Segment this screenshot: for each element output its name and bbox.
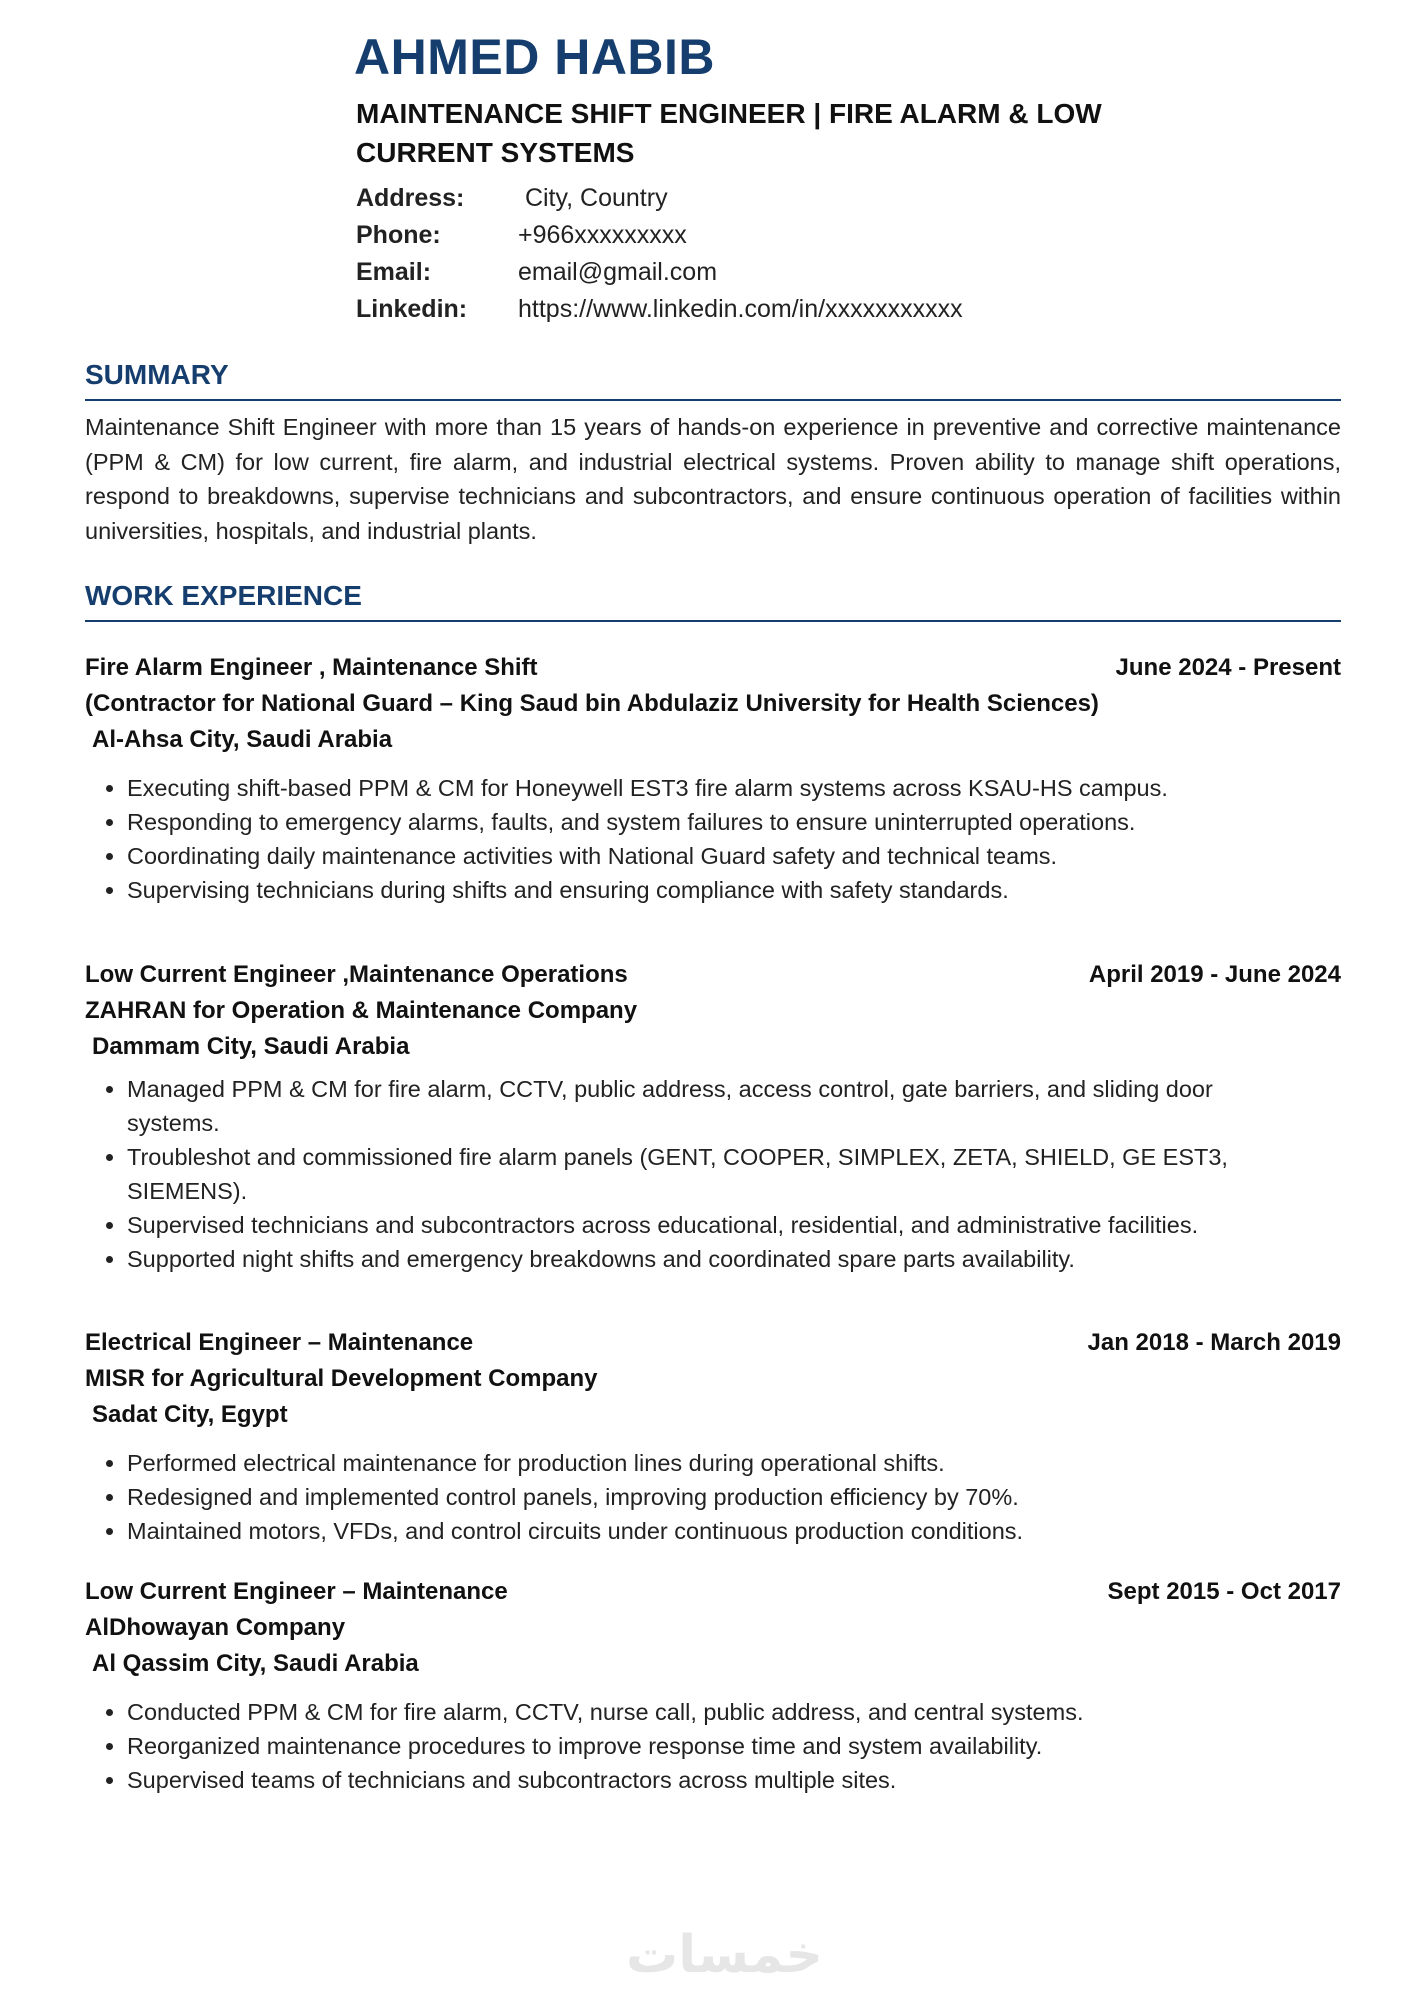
job-bullets bbox=[85, 771, 1297, 907]
job-bullet: • Responding to emergency alarms, faults, and system failures to ensure uninterrupted operations. bbox=[127, 805, 1297, 839]
job-bullet: • Supervised technicians and subcontractors across educational, residential, and administrative facilities. bbox=[127, 1208, 1297, 1242]
job-dates: Jan 2018 - March 2019 bbox=[1087, 1329, 1341, 1356]
contact-label: Phone: bbox=[356, 221, 441, 249]
headline: MAINTENANCE SHIFT ENGINEER | FIRE ALARM & LOW CURRENT SYSTEMS bbox=[356, 98, 1102, 168]
job-title: Low Current Engineer ,Maintenance Operations bbox=[85, 961, 628, 988]
contact-label: Linkedin: bbox=[356, 295, 468, 323]
job-location: Sadat City, Egypt bbox=[92, 1401, 288, 1428]
contact-value[interactable]: email@gmail.com bbox=[518, 258, 718, 286]
job-bullet: • Redesigned and implemented control panels, improving production efficiency by 70%. bbox=[127, 1480, 1297, 1514]
job-company: MISR for Agricultural Development Company bbox=[85, 1365, 598, 1392]
job-bullet: • Supported night shifts and emergency breakdowns and coordinated spare parts availability. bbox=[127, 1242, 1297, 1276]
job-bullet: • Reorganized maintenance procedures to improve response time and system availability. bbox=[127, 1729, 1297, 1763]
job-bullets bbox=[85, 1072, 1297, 1276]
job-location: Al Qassim City, Saudi Arabia bbox=[92, 1650, 419, 1677]
job-dates: April 2019 - June 2024 bbox=[1088, 961, 1341, 988]
contact-label: Address: bbox=[356, 184, 465, 212]
contact-linkedin bbox=[356, 291, 963, 328]
candidate-name: AHMED HABIB bbox=[354, 29, 716, 85]
job-dates: Sept 2015 - Oct 2017 bbox=[1107, 1578, 1341, 1605]
summary-divider bbox=[85, 399, 1341, 401]
experience-divider bbox=[85, 620, 1341, 622]
contact-address bbox=[356, 180, 963, 217]
watermark-logo: خمسات bbox=[626, 1926, 824, 1984]
contact-label: Email: bbox=[356, 258, 432, 286]
job-company: ZAHRAN for Operation & Maintenance Company bbox=[85, 997, 638, 1024]
job-bullet: • Maintained motors, VFDs, and control circuits under continuous production conditions. bbox=[127, 1514, 1297, 1548]
job-bullet: • Conducted PPM & CM for fire alarm, CCTV, nurse call, public address, and central systems. bbox=[127, 1695, 1297, 1729]
job-company: AlDhowayan Company bbox=[85, 1614, 346, 1641]
summary-heading: SUMMARY bbox=[85, 359, 229, 390]
job-entry bbox=[85, 1574, 1341, 1797]
job-title: Electrical Engineer – Maintenance bbox=[85, 1329, 474, 1356]
contact-value[interactable]: https://www.linkedin.com/in/xxxxxxxxxxx bbox=[518, 295, 963, 323]
job-company: (Contractor for National Guard – King Saud bin Abdulaziz University for Health Sciences) bbox=[85, 690, 1099, 717]
summary-text: Maintenance Shift Engineer with more than 15 years of hands-on experience in preventive and corrective maintenance (PPM & CM) for low current, fire alarm, and industrial electrical systems. Proven ability to manage shift operations, respond to breakdowns, supervise technicians and subcontractors, and ensure continuous operation of facilities within universities, hospitals, and industrial plants. bbox=[85, 414, 1341, 544]
job-bullet: • Supervised teams of technicians and subcontractors across multiple sites. bbox=[127, 1763, 1297, 1797]
contact-email bbox=[356, 254, 963, 291]
job-bullets bbox=[85, 1446, 1297, 1548]
job-bullet: • Coordinating daily maintenance activities with National Guard safety and technical teams. bbox=[127, 839, 1297, 873]
job-title: Low Current Engineer – Maintenance bbox=[85, 1578, 508, 1605]
job-bullets bbox=[85, 1695, 1297, 1797]
contact-value: City, Country bbox=[518, 184, 668, 212]
contact-info bbox=[356, 180, 963, 328]
job-entry bbox=[85, 957, 1341, 1276]
job-bullet: • Supervising technicians during shifts and ensuring compliance with safety standards. bbox=[127, 873, 1297, 907]
job-location: Al-Ahsa City, Saudi Arabia bbox=[92, 726, 393, 753]
experience-heading: WORK EXPERIENCE bbox=[85, 580, 362, 611]
job-entry bbox=[85, 650, 1341, 907]
job-bullet: • Performed electrical maintenance for production lines during operational shifts. bbox=[127, 1446, 1297, 1480]
contact-phone bbox=[356, 217, 963, 254]
job-title: Fire Alarm Engineer , Maintenance Shift bbox=[85, 654, 538, 681]
job-bullet: • Executing shift-based PPM & CM for Honeywell EST3 fire alarm systems across KSAU-HS campus. bbox=[127, 771, 1297, 805]
job-bullet: • Troubleshot and commissioned fire alarm panels (GENT, COOPER, SIMPLEX, ZETA, SHIELD, GE EST3, SIEMENS). bbox=[127, 1140, 1297, 1208]
job-location: Dammam City, Saudi Arabia bbox=[92, 1033, 410, 1060]
job-entry bbox=[85, 1325, 1341, 1548]
contact-value: +966xxxxxxxxx bbox=[518, 221, 687, 249]
job-dates: June 2024 - Present bbox=[1115, 654, 1341, 681]
job-bullet: • Managed PPM & CM for fire alarm, CCTV, public address, access control, gate barriers, and sliding door systems. bbox=[127, 1072, 1297, 1140]
